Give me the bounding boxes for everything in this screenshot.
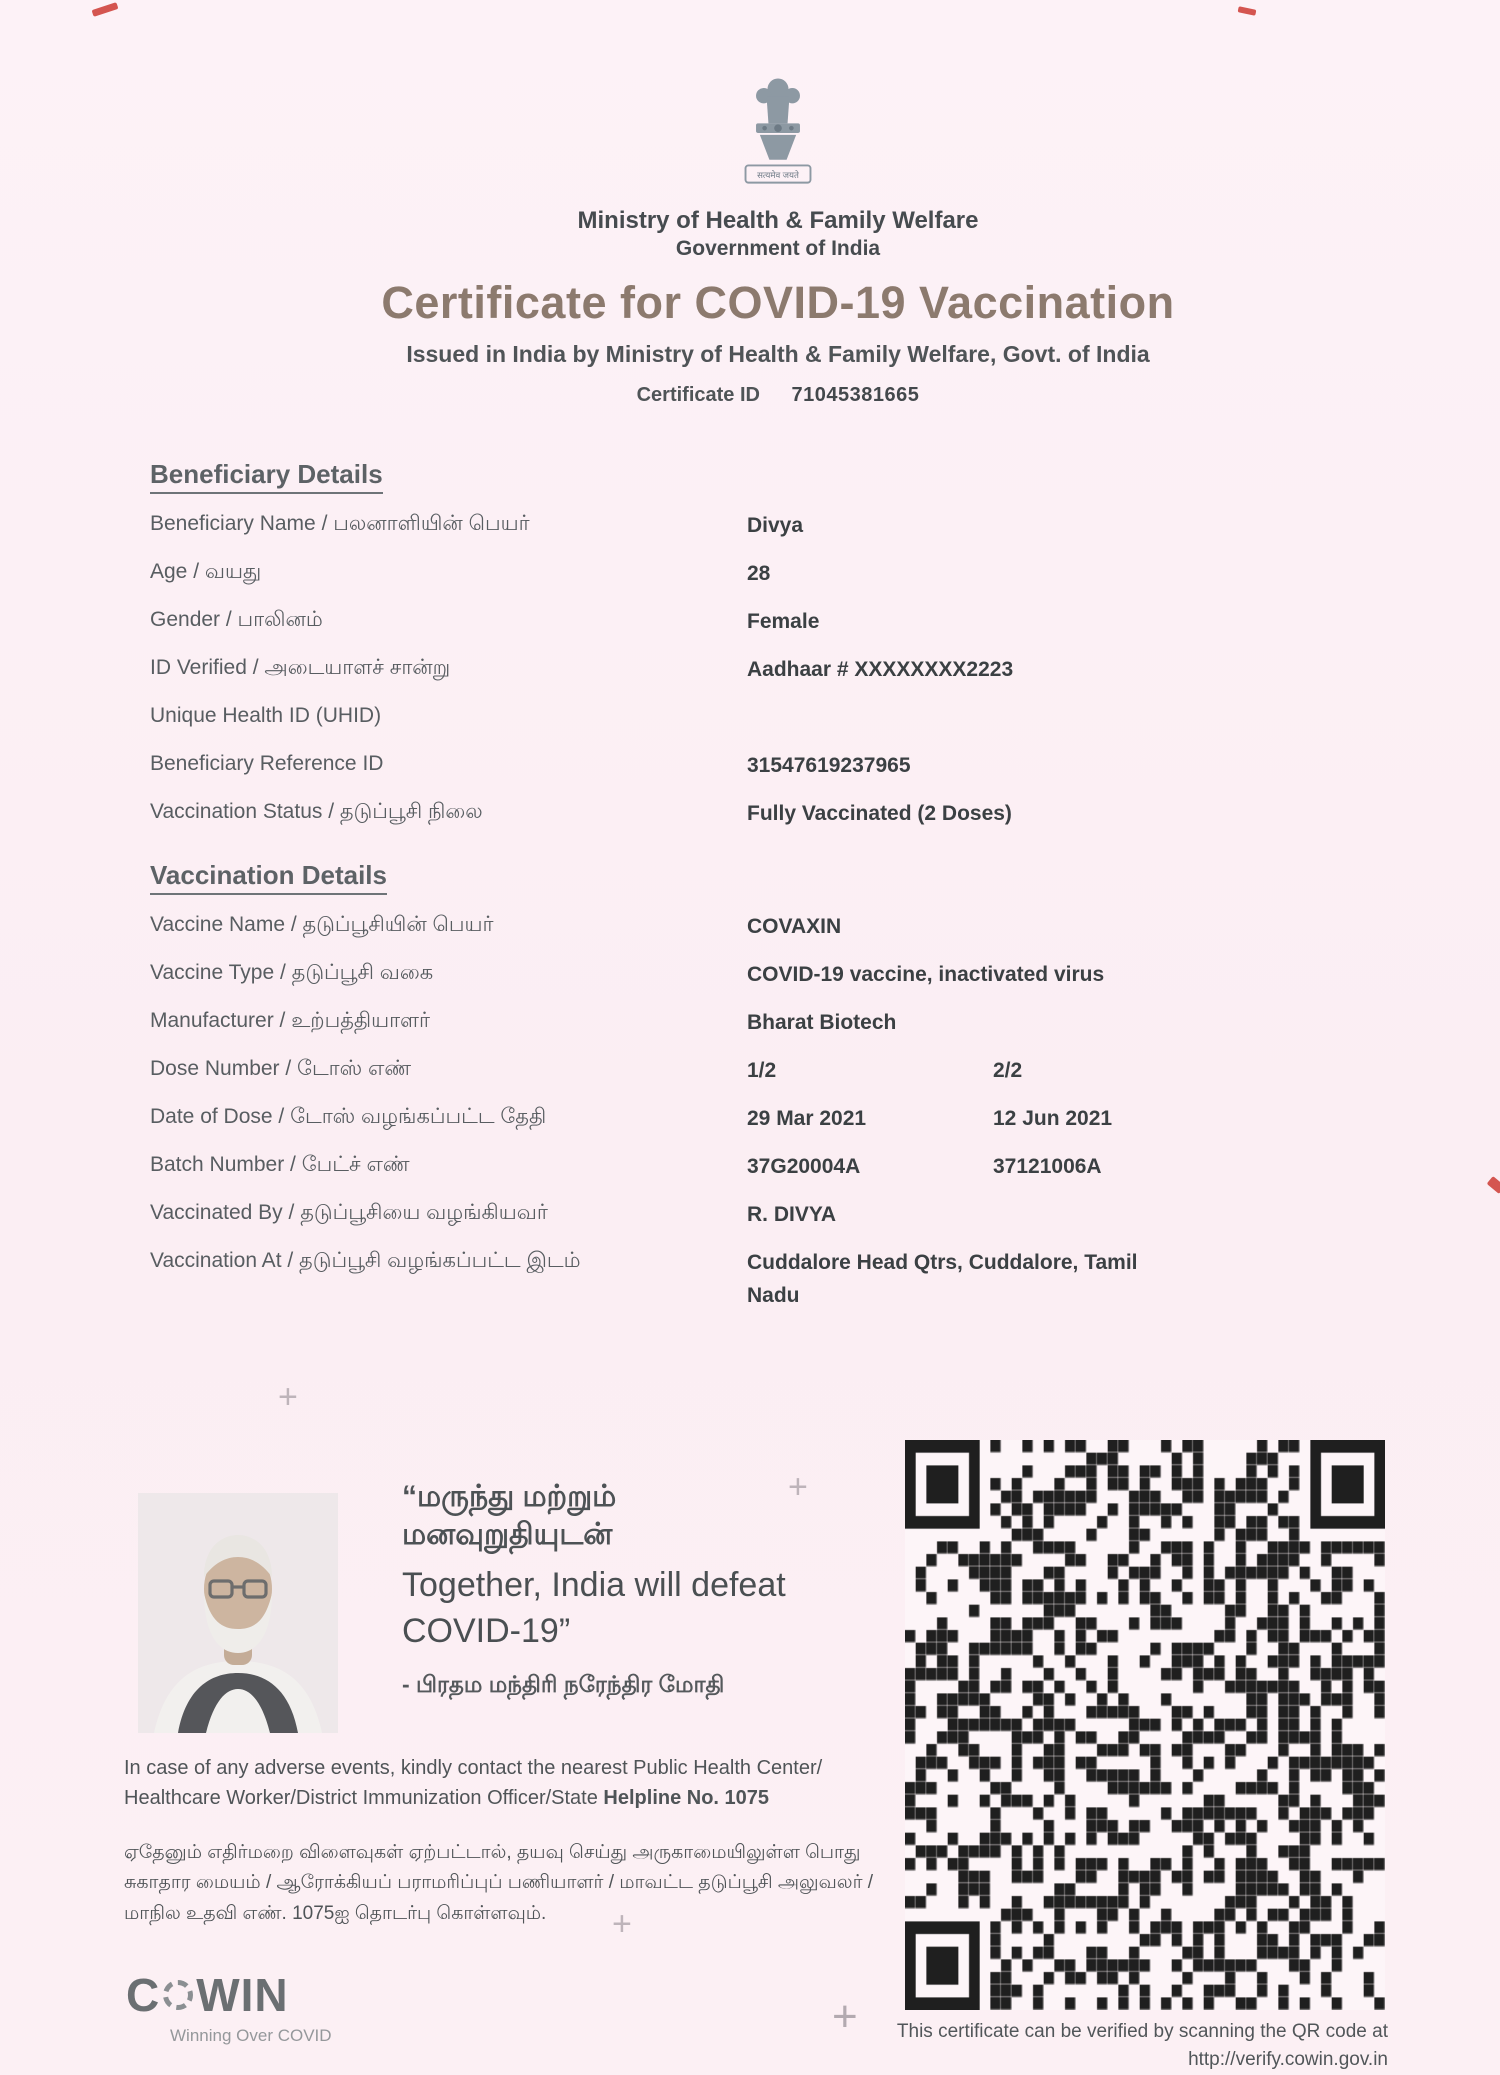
adverse-line1: In case of any adverse events, kindly contact the nearest Public Health Center/: [124, 1757, 823, 1779]
field-label: Batch Number / பேட்ச் எண்: [150, 1153, 410, 1176]
field-label: ID Verified / அடையாளச் சான்று: [150, 656, 451, 679]
field-value: Aadhaar # XXXXXXXX2223: [747, 658, 1014, 681]
field-label: Vaccinated By / தடுப்பூசியை வழங்கியவர்: [150, 1201, 548, 1224]
registration-plus-mark: +: [788, 1468, 808, 1506]
field-label: Beneficiary Reference ID: [150, 752, 384, 775]
field-value: 31547619237965: [747, 754, 911, 777]
field-value-dose1: 1/2: [747, 1059, 777, 1082]
quote-english-line2: COVID-19”: [402, 1611, 571, 1650]
quote-tamil-line2: மனவுறுதியுடன்: [402, 1517, 613, 1551]
detail-row-gender: [150, 606, 1500, 654]
details-area: [0, 459, 1500, 1312]
field-label: Gender / பாலினம்: [150, 608, 323, 631]
verify-line: This certificate can be verified by scanning the QR code at: [896, 2021, 1388, 2042]
field-label: Vaccine Type / தடுப்பூசி வகை: [150, 961, 434, 984]
field-label: Manufacturer / உற்பத்தியாளர்: [150, 1009, 430, 1032]
registration-plus-mark: +: [278, 1378, 298, 1416]
field-value-dose1: 37G20004A: [747, 1155, 861, 1178]
cowin-letter-c: C: [126, 1969, 161, 2021]
issued-line: Issued in India by Ministry of Health & Family Welfare, Govt. of India: [406, 341, 1150, 367]
detail-row-batch-number: [150, 1151, 1500, 1199]
qr-code-block: [905, 1440, 1385, 2010]
helpline-number: Helpline No. 1075: [603, 1787, 770, 1809]
ministry-line: Ministry of Health & Family Welfare: [577, 207, 979, 234]
detail-row-manufacturer: [150, 1007, 1500, 1055]
detail-row-vaccination-at: [150, 1247, 1500, 1312]
certificate-id-label: Certificate ID: [636, 384, 760, 406]
cowin-logo: [126, 1968, 332, 2046]
emblem-motto-text: सत्यमेव जयते: [757, 169, 799, 180]
field-value-dose2: 37121006A: [993, 1155, 1102, 1178]
vaccination-details-section: [0, 860, 1500, 1312]
field-value: Cuddalore Head Qtrs, Cuddalore, Tamil Nadu: [747, 1251, 1138, 1307]
detail-row-date-of-dose: [150, 1103, 1500, 1151]
vaccination-details-heading: Vaccination Details: [150, 860, 1500, 891]
adverse-events-notice: [124, 1753, 914, 1813]
detail-row-beneficiary-name: [150, 510, 1500, 558]
field-label: Vaccination At / தடுப்பூசி வழங்கப்பட்ட இடம்: [150, 1249, 581, 1272]
certificate-header: [28, 0, 1500, 407]
detail-row-vaccination-status: [150, 798, 1500, 846]
adverse-events-notice-tamil: ஏதேனும் எதிர்மறை விளைவுகள் ஏற்பட்டால், தயவு செய்து அருகாமையிலுள்ள பொது சுகாதார மையம் / ஆரோக்கியப் பராமரிப்புப் பணியாளர் / மாவட்ட தடுப்பூசி அலுவலர் / மாநில உதவி எண். 1075ஐ தொடர்பு கொள்ளவும்.: [124, 1842, 874, 1924]
beneficiary-details-heading: Beneficiary Details: [150, 459, 1500, 490]
qr-code: [905, 1440, 1385, 2010]
detail-row-dose-number: [150, 1055, 1500, 1103]
field-value: COVAXIN: [747, 915, 842, 938]
field-value: COVID-19 vaccine, inactivated virus: [747, 963, 1105, 986]
field-label: Date of Dose / டோஸ் வழங்கப்பட்ட தேதி: [150, 1105, 547, 1128]
field-label: Vaccination Status / தடுப்பூசி நிலை: [150, 800, 483, 823]
government-line: Government of India: [675, 237, 881, 260]
detail-row-vaccine-type: [150, 959, 1500, 1007]
registration-plus-mark: +: [832, 1992, 858, 2041]
field-label: Unique Health ID (UHID): [150, 704, 382, 727]
field-value: R. DIVYA: [747, 1203, 837, 1226]
detail-row-vaccinated-by: [150, 1199, 1500, 1247]
field-label: Beneficiary Name / பலனாளியின் பெயர்: [150, 512, 530, 535]
field-label: Vaccine Name / தடுப்பூசியின் பெயர்: [150, 913, 494, 936]
certificate-id-row: [28, 384, 1500, 407]
cowin-tagline: Winning Over COVID: [170, 2026, 332, 2045]
detail-row-uhid: [150, 702, 1500, 750]
field-value: Divya: [747, 514, 804, 537]
detail-row-vaccine-name: [150, 911, 1500, 959]
certificate-title: Certificate for COVID-19 Vaccination: [381, 277, 1175, 328]
detail-row-reference-id: [150, 750, 1500, 798]
pm-quote-block: [402, 1478, 902, 1701]
certificate-id-value: 71045381665: [791, 384, 920, 406]
cowin-letters-win: WIN: [196, 1969, 289, 2021]
verification-note: [897, 2018, 1388, 2073]
cowin-o-icon: [163, 1980, 193, 2010]
quote-english-line1: Together, India will defeat: [402, 1566, 786, 1604]
field-label: Dose Number / டோஸ் எண்: [150, 1057, 412, 1080]
adverse-line2: Healthcare Worker/District Immunization Officer/State: [124, 1787, 604, 1809]
detail-row-id-verified: [150, 654, 1500, 702]
emblem-of-india-icon: [730, 68, 826, 196]
field-value-dose1: 29 Mar 2021: [747, 1107, 867, 1130]
field-value: Bharat Biotech: [747, 1011, 897, 1034]
pm-modi-photo: [138, 1492, 338, 1734]
registration-plus-mark: +: [612, 1905, 632, 1943]
field-value: Female: [747, 610, 820, 633]
detail-row-age: [150, 558, 1500, 606]
quote-attribution: - பிரதம மந்திரி நரேந்திர மோதி: [402, 1670, 725, 1697]
field-value-dose2: 2/2: [993, 1059, 1023, 1082]
field-value: Fully Vaccinated (2 Doses): [747, 802, 1012, 825]
field-value-dose2: 12 Jun 2021: [993, 1107, 1113, 1130]
verify-url: http://verify.cowin.gov.in: [1188, 2048, 1388, 2070]
field-value: 28: [747, 562, 771, 585]
quote-tamil-line1: “மருந்து மற்றும்: [402, 1480, 617, 1513]
field-label: Age / வயது: [150, 560, 262, 583]
